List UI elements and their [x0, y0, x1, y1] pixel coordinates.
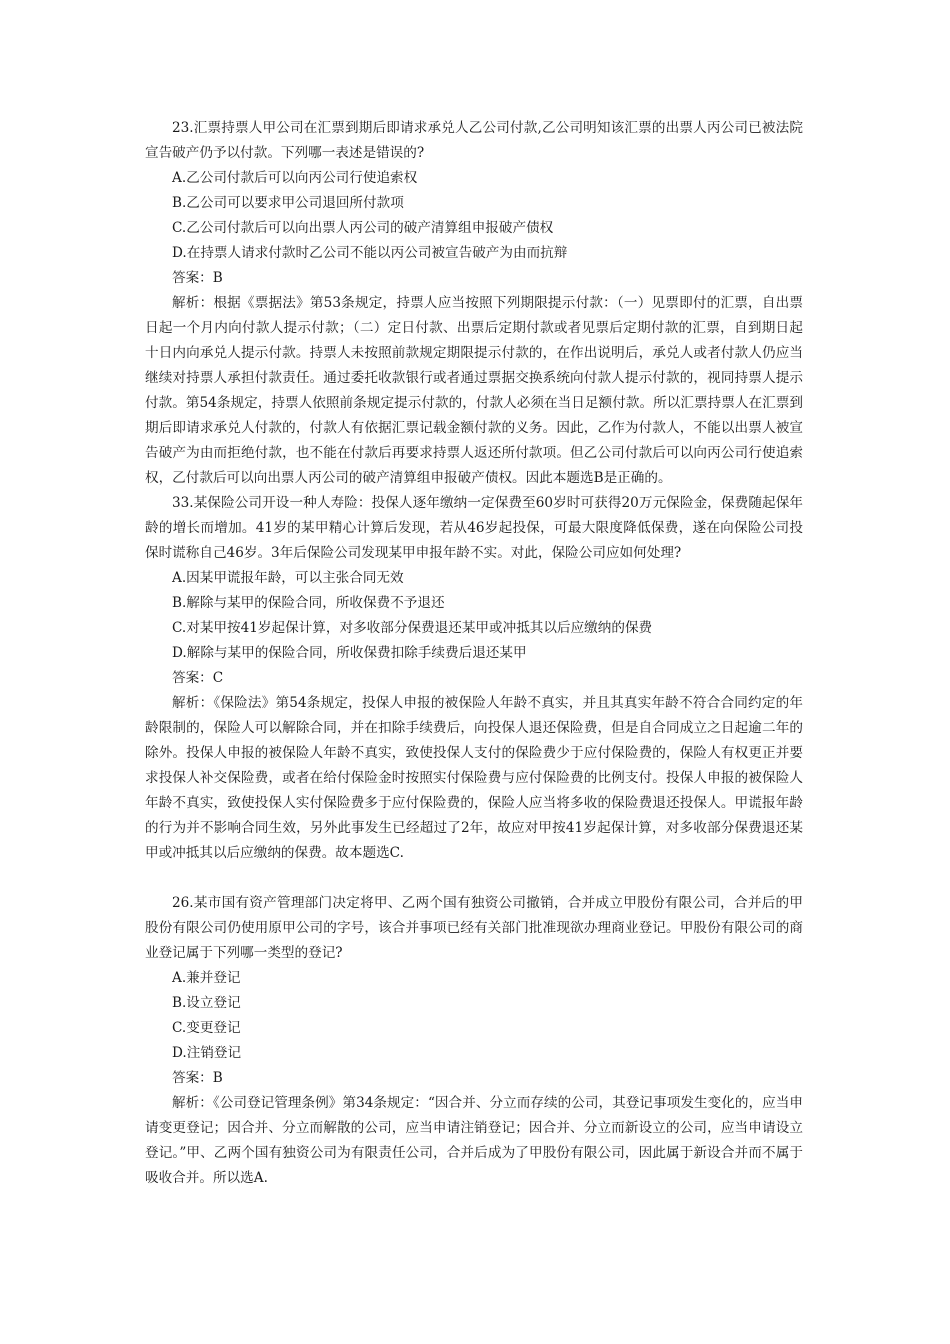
analysis: 解析：《保险法》第54条规定，投保人申报的被保险人年龄不真实，并且其真实年龄不符合合同约定的年龄限制的，保险人可以解除合同，并在扣除手续费后，向投保人退还保险费，但是自合同成立之日起逾二年的除外。投保人申报的被保险人年龄不真实，致使投保人支付的保险费少于应付保险费的，保险人有权更正并要求投保人补交保险费，或者在给付保险金时按照实付保险费与应付保险费的比例支付。投保人申报的被保险人年龄不真实，致使投保人实付保险费多于应付保险费的，保险人应当将多收的保险费退还投保人。甲谎报年龄的行为并不影响合同生效，另外此事发生已经超过了2年，故应对甲按41岁起保计算，对多收部分保费退还某甲或冲抵其以后应缴纳的保费。故本题选C.: [145, 695, 803, 861]
analysis: 解析：《公司登记管理条例》第34条规定：“因合并、分立而存续的公司，其登记事项发生变化的，应当申请变更登记；因合并、分立而解散的公司，应当申请注销登记；因合并、分立而新设立的公司，应当申请设立登记。”甲、乙两个国有独资公司为有限责任公司，合并后成为了甲股份有限公司，因此属于新设合并而不属于吸收合并。所以选A.: [145, 1095, 803, 1186]
option-a: A.因某甲谎报年龄，可以主张合同无效: [172, 570, 404, 586]
answer: 答案：C: [172, 670, 224, 686]
option-a: A.兼并登记: [172, 970, 241, 986]
question-stem: 26.某市国有资产管理部门决定将甲、乙两个国有独资公司撤销，合并成立甲股份有限公司，合并后的甲股份有限公司仍使用原甲公司的字号，该合并事项已经有关部门批准现欲办理商业登记。甲股份有限公司的商业登记属于下列哪一类型的登记?: [145, 895, 803, 961]
option-d: D.注销登记: [172, 1045, 242, 1061]
option-b: B.乙公司可以要求甲公司退回所付款项: [172, 195, 404, 211]
answer: 答案：B: [172, 1070, 223, 1086]
analysis: 解析：根据《票据法》第53条规定，持票人应当按照下列期限提示付款：（一）见票即付的汇票，自出票日起一个月内向付款人提示付款；（二）定日付款、出票后定期付款或者见票后定期付款的汇票，自到期日起十日内向承兑人提示付款。持票人未按照前款规定期限提示付款的，在作出说明后，承兑人或者付款人仍应当继续对持票人承担付款责任。通过委托收款银行或者通过票据交换系统向付款人提示付款的，视同持票人提示付款。第54条规定，持票人依照前条规定提示付款的，付款人必须在当日足额付款。所以汇票持票人在汇票到期后即请求承兑人付款的，付款人有依据汇票记载金额付款的义务。因此，乙作为付款人，不能以出票人被宣告破产为由而拒绝付款，也不能在付款后再要求持票人返还所付款项。但乙公司付款后可以向丙公司行使追索权，乙付款后可以向出票人丙公司的破产清算组申报破产债权。因此本题选B是正确的。: [145, 295, 803, 486]
option-c: C.乙公司付款后可以向出票人丙公司的破产清算组申报破产债权: [172, 220, 554, 236]
option-c: C.对某甲按41岁起保计算，对多收部分保费退还某甲或冲抵其以后应缴纳的保费: [172, 620, 653, 636]
question-33: [145, 491, 803, 866]
option-d: D.在持票人请求付款时乙公司不能以丙公司被宣告破产为由而抗辩: [172, 245, 568, 261]
document-page: [145, 116, 803, 1191]
question-stem: 33.某保险公司开设一种人寿险：投保人逐年缴纳一定保费至60岁时可获得20万元保险金，保费随起保年龄的增长而增加。41岁的某甲精心计算后发现，若从46岁起投保，可最大限度降低保费，遂在向保险公司投保时谎称自己46岁。3年后保险公司发现某甲申报年龄不实。对此，保险公司应如何处理?: [145, 495, 803, 561]
option-a: A.乙公司付款后可以向丙公司行使追索权: [172, 170, 418, 186]
option-c: C.变更登记: [172, 1020, 241, 1036]
question-26: [145, 891, 803, 1191]
question-23: [145, 116, 803, 491]
question-stem: 23.汇票持票人甲公司在汇票到期后即请求承兑人乙公司付款,乙公司明知该汇票的出票人丙公司已被法院宣告破产仍予以付款。下列哪一表述是错误的?: [145, 120, 803, 161]
answer: 答案：B: [172, 270, 223, 286]
option-b: B.解除与某甲的保险合同，所收保费不予退还: [172, 595, 445, 611]
option-d: D.解除与某甲的保险合同，所收保费扣除手续费后退还某甲: [172, 645, 527, 661]
option-b: B.设立登记: [172, 995, 241, 1011]
